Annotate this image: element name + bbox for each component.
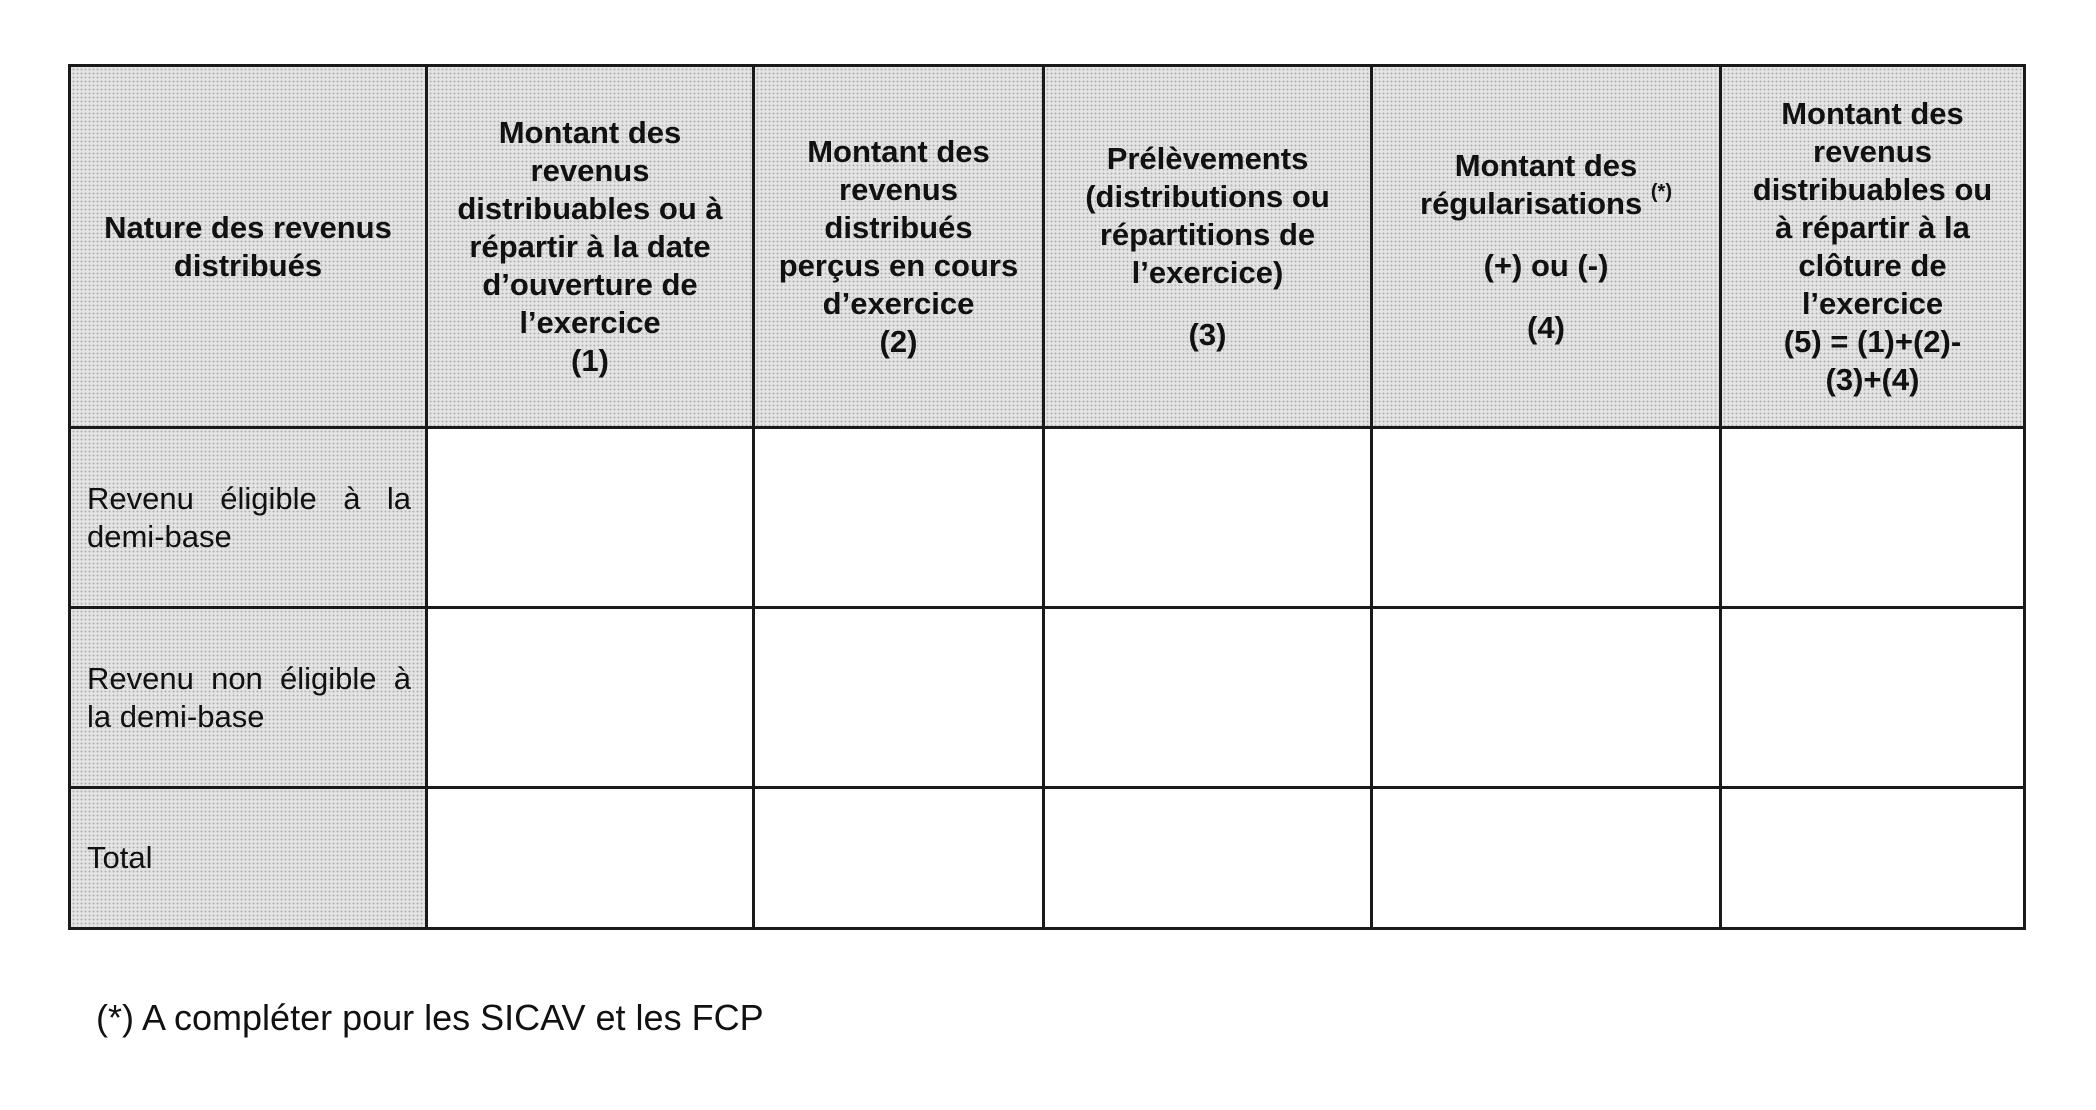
header-line: perçus en cours: [778, 247, 1019, 283]
row-label: Total: [70, 788, 427, 929]
header-nature-line: distribués: [173, 247, 323, 283]
table-cell[interactable]: [1044, 788, 1372, 929]
header-line: l’exercice: [1801, 285, 1944, 321]
header-line: revenus: [839, 171, 958, 207]
header-line: (5) = (1)+(2)-: [1783, 323, 1962, 359]
table-cell[interactable]: [1372, 788, 1721, 929]
header-line: d’exercice: [822, 285, 975, 321]
header-ref: (4): [1527, 309, 1565, 345]
table-cell[interactable]: [427, 788, 754, 929]
table-cell[interactable]: [1372, 428, 1721, 608]
header-withdrawals: [1044, 66, 1372, 428]
header-nature: [70, 66, 427, 428]
header-closing-amount: [1721, 66, 2025, 428]
header-line: distribuables ou à: [457, 190, 723, 226]
header-nature-line: Nature des revenus: [104, 209, 392, 245]
table-cell[interactable]: [427, 608, 754, 788]
header-line: Montant des: [498, 114, 682, 150]
header-line: répartir à la date: [469, 228, 711, 264]
header-line: Montant des: [807, 133, 990, 169]
table-row: [70, 428, 2025, 608]
header-sign: (+) ou (-): [1483, 247, 1609, 283]
table-cell[interactable]: [1044, 608, 1372, 788]
header-line: Montant des: [1454, 147, 1638, 183]
header-regularisations: [1372, 66, 1721, 428]
header-line: revenus: [1813, 133, 1932, 169]
header-line: l’exercice: [519, 304, 661, 340]
header-line: d’ouverture de: [482, 266, 698, 302]
header-line: distribués: [824, 209, 973, 245]
header-line: régularisations: [1420, 185, 1643, 221]
footnote-marker: (*): [1650, 180, 1672, 203]
header-line: (distributions ou: [1085, 178, 1330, 214]
header-ref: (3): [1188, 316, 1227, 352]
header-ref: (2): [879, 323, 918, 359]
header-ref: (1): [571, 342, 609, 378]
header-opening-amount: [427, 66, 754, 428]
footnote: (*) A compléter pour les SICAV et les FCP: [96, 997, 764, 1038]
table-cell[interactable]: [754, 428, 1044, 608]
header-line: Prélèvements: [1106, 140, 1309, 176]
table-cell[interactable]: [754, 788, 1044, 929]
revenue-distribution-table: [68, 64, 2026, 930]
row-label: Revenu éligible à la demi-base: [70, 428, 427, 608]
table-cell[interactable]: [1721, 428, 2025, 608]
header-line: répartitions de: [1099, 216, 1316, 252]
table-cell[interactable]: [1372, 608, 1721, 788]
header-line: Montant des: [1781, 95, 1964, 131]
header-line: à répartir à la: [1775, 209, 1970, 245]
table-cell[interactable]: [1044, 428, 1372, 608]
header-line: revenus: [530, 152, 650, 188]
table-cell[interactable]: [754, 608, 1044, 788]
table-row: [70, 608, 2025, 788]
header-line: clôture de: [1798, 247, 1947, 283]
header-received-amount: [754, 66, 1044, 428]
row-label: Revenu non éligible à la demi-base: [70, 608, 427, 788]
header-line: (3)+(4): [1825, 361, 1920, 397]
header-row: [70, 66, 2025, 428]
header-line: l’exercice): [1131, 254, 1284, 290]
table-cell[interactable]: [1721, 608, 2025, 788]
table-cell[interactable]: [1721, 788, 2025, 929]
table-row: [70, 788, 2025, 929]
table-cell[interactable]: [427, 428, 754, 608]
header-line: distribuables ou: [1752, 171, 1993, 207]
